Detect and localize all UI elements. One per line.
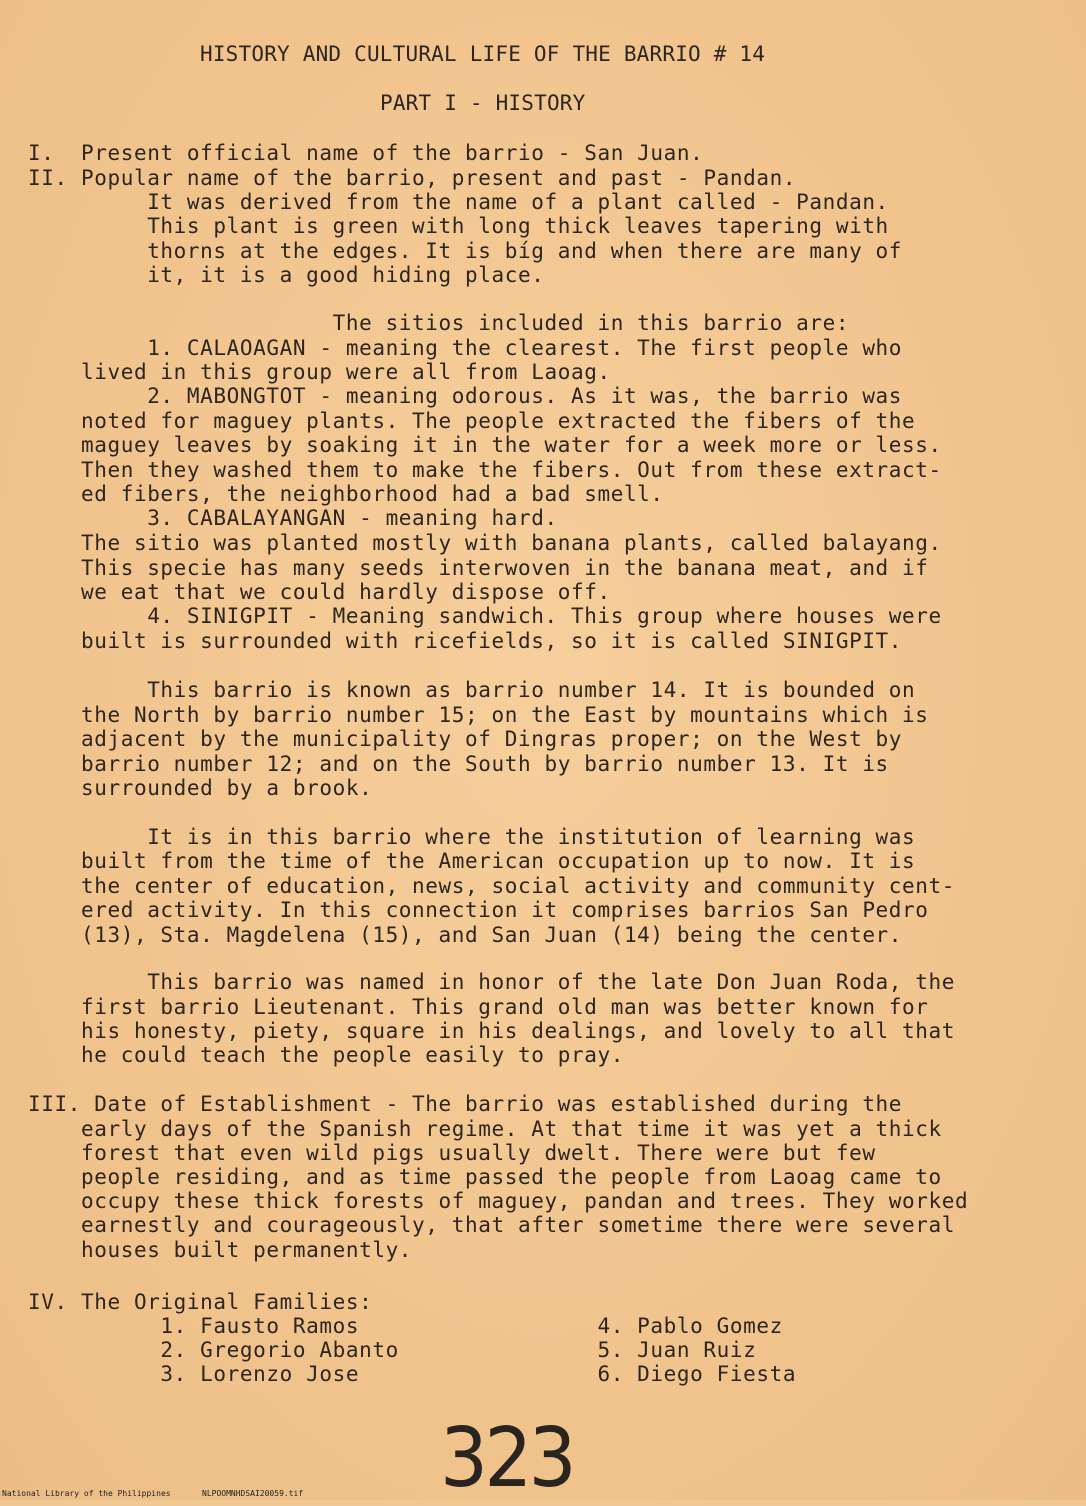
text-line: people residing, and as time passed the people from Laoag came to xyxy=(28,1165,942,1189)
text-line: occupy these thick forests of maguey, pandan and trees. They worked xyxy=(28,1189,969,1213)
text-line: the center of education, news, social activity and community cent- xyxy=(28,874,956,898)
text-line: (13), Sta. Magdelena (15), and San Juan (14) being the center. xyxy=(28,923,903,947)
text-line: maguey leaves by soaking it in the water for a week more or less. xyxy=(28,433,942,457)
text-line: 1. Fausto Ramos 4. Pablo Gomez xyxy=(28,1314,783,1338)
text-line: ed fibers, the neighborhood had a bad smell. xyxy=(28,482,664,506)
text-line: the North by barrio number 15; on the East by mountains which is xyxy=(28,703,929,727)
text-line: lived in this group were all from Laoag. xyxy=(28,360,611,384)
text-line: It is in this barrio where the institution of learning was xyxy=(28,825,916,849)
text-line: This specie has many seeds interwoven in the banana meat, and if xyxy=(28,556,929,580)
text-line: his honesty, piety, square in his dealings, and lovely to all that xyxy=(28,1019,956,1043)
text-line: it, it is a good hiding place. xyxy=(28,263,545,287)
text-line: It was derived from the name of a plant called - Pandan. xyxy=(28,190,889,214)
text-line: 2. Gregorio Abanto 5. Juan Ruiz xyxy=(28,1338,757,1362)
document-title: HISTORY AND CULTURAL LIFE OF THE BARRIO # 14 xyxy=(200,42,766,66)
text-line: surrounded by a brook. xyxy=(28,776,373,800)
text-line: early days of the Spanish regime. At that time it was yet a thick xyxy=(28,1117,942,1141)
text-line: II. Popular name of the barrio, present and past - Pandan. xyxy=(28,166,797,190)
text-line: 3. CABALAYANGAN - meaning hard. xyxy=(28,506,558,530)
text-line: This barrio is known as barrio number 14. It is bounded on xyxy=(28,678,916,702)
text-line: barrio number 12; and on the South by barrio number 13. It is xyxy=(28,752,889,776)
footer-library-name: National Library of the Philippines xyxy=(2,1489,171,1498)
page-number: 323 xyxy=(440,1411,573,1506)
footer-file-name: NLPOOMNHDSAI20059.tif xyxy=(202,1489,304,1498)
text-line: earnestly and courageously, that after sometime there were several xyxy=(28,1213,956,1237)
text-line: 1. CALAOAGAN - meaning the clearest. The first people who xyxy=(28,336,903,360)
text-line: This barrio was named in honor of the late Don Juan Roda, the xyxy=(28,970,956,994)
text-line: built from the time of the American occupation up to now. It is xyxy=(28,849,916,873)
text-line: 4. SINIGPIT - Meaning sandwich. This group where houses were xyxy=(28,604,942,628)
section-heading: PART I - HISTORY xyxy=(380,91,586,115)
text-line: 3. Lorenzo Jose 6. Diego Fiesta xyxy=(28,1362,797,1386)
text-line: This plant is green with long thick leaves tapering with xyxy=(28,214,889,238)
text-line: houses built permanently. xyxy=(28,1238,413,1262)
text-line: The sitio was planted mostly with banana plants, called balayang. xyxy=(28,531,942,555)
text-line: IV. The Original Families: xyxy=(28,1290,373,1314)
text-line: ered activity. In this connection it comprises barrios San Pedro xyxy=(28,898,929,922)
text-line: forest that even wild pigs usually dwelt. There were but few xyxy=(28,1141,876,1165)
text-line: III. Date of Establishment - The barrio was established during the xyxy=(28,1092,903,1116)
text-line: 2. MABONGTOT - meaning odorous. As it was, the barrio was xyxy=(28,384,903,408)
text-line: Then they washed them to make the fibers. Out from these extract- xyxy=(28,458,942,482)
text-line: adjacent by the municipality of Dingras proper; on the West by xyxy=(28,727,903,751)
text-line: he could teach the people easily to pray. xyxy=(28,1043,624,1067)
text-line: first barrio Lieutenant. This grand old man was better known for xyxy=(28,995,929,1019)
text-line: built is surrounded with ricefields, so it is called SINIGPIT. xyxy=(28,629,903,653)
text-line: I. Present official name of the barrio - San Juan. xyxy=(28,141,704,165)
text-line: The sitios included in this barrio are: xyxy=(28,311,850,335)
text-line: we eat that we could hardly dispose off. xyxy=(28,580,611,604)
text-line: thorns at the edges. It is bíg and when there are many of xyxy=(28,239,903,263)
text-line: noted for maguey plants. The people extracted the fibers of the xyxy=(28,409,916,433)
